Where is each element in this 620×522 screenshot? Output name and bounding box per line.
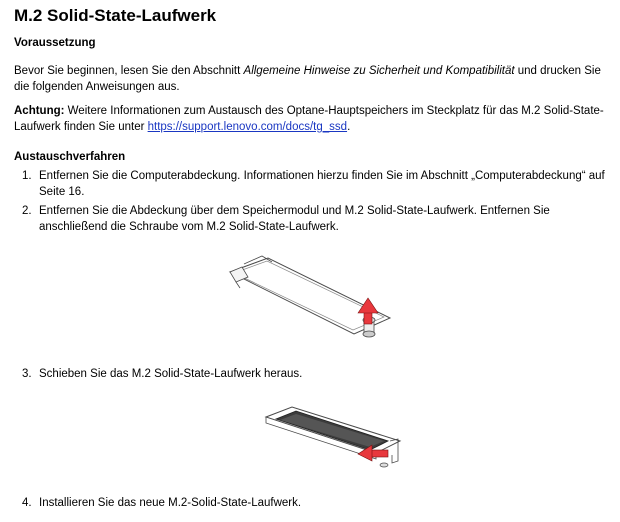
support-link[interactable]: https://support.lenovo.com/docs/tg_ssd <box>147 121 348 133</box>
prerequisite-text <box>14 63 604 95</box>
prerequisite-text-start: Bevor Sie beginnen, lesen Sie den Abschnitt <box>14 65 244 77</box>
step-text: Installieren Sie das neue M.2-Solid-State-Laufwerk. <box>39 497 302 509</box>
step-number: 1. <box>22 170 32 182</box>
attention-note <box>14 103 604 135</box>
step-number: 2. <box>22 205 32 217</box>
procedure-heading: Austauschverfahren <box>14 151 126 163</box>
step-2 <box>22 203 607 235</box>
attention-text: Weitere Informationen zum Austausch des Optane-Hauptspeichers im Steckplatz für das M.2 Solid-State-Laufwerk finden Sie unter <box>14 105 604 133</box>
step-text: Entfernen Sie die Computerabdeckung. Informationen hierzu finden Sie im Abschnitt „Computerabdeckung“ auf Seite 16. <box>39 170 605 198</box>
attention-text-end: . <box>347 121 351 133</box>
page-title: M.2 Solid-State-Laufwerk <box>14 6 217 25</box>
ssd-cover-screw-removal-illustration <box>222 250 402 345</box>
prerequisite-heading: Voraussetzung <box>14 37 96 49</box>
prerequisite-text-end: und drucken Sie die folgenden Anweisungen aus. <box>14 65 601 93</box>
step-3 <box>22 366 607 382</box>
step-number: 4. <box>22 497 32 509</box>
step-text: Entfernen Sie die Abdeckung über dem Speichermodul und M.2 Solid-State-Laufwerk. Entfernen Sie anschließend die Schraube vom M.2 Solid-State-Laufwerk. <box>39 205 550 233</box>
step-4 <box>22 495 607 511</box>
attention-label: Achtung: <box>14 105 65 117</box>
prerequisite-reference: Allgemeine Hinweise zu Sicherheit und Kompatibilität <box>243 65 515 77</box>
step-number: 3. <box>22 368 32 380</box>
step-text: Schieben Sie das M.2 Solid-State-Laufwerk heraus. <box>39 368 303 380</box>
ssd-slide-out-illustration <box>258 395 408 475</box>
step-1 <box>22 168 607 200</box>
